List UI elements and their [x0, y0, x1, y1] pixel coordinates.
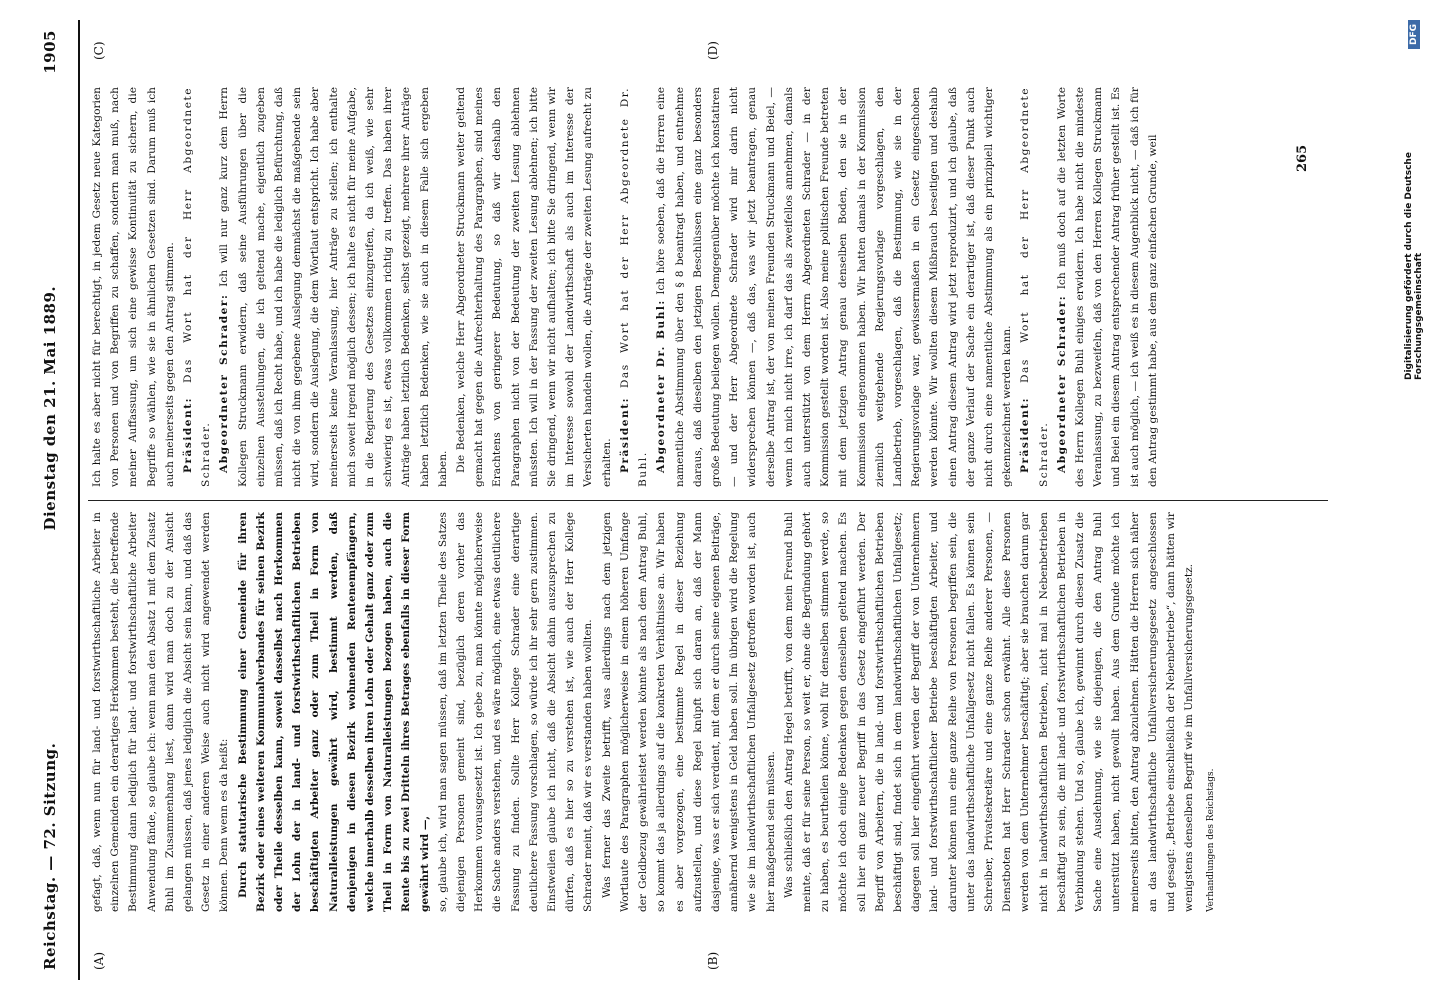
credit-text: Digitalisierung gefördert durch die Deutsche Forschungsgemeinschaft	[1404, 152, 1424, 380]
speaker-label: Präsident:	[1019, 396, 1032, 473]
left-paragraph-3: so, glaube ich, wird man sagen müssen, daß im letzten Theile des Satzes diejenigen Personen gemeint sind, bezüglich deren vorher das Herkommen vorausgesetzt ist. Ich gebe zu, man könnte möglicherweise die Sache anders verstehen, und es wäre möglich, eine etwas deutlichere Fassung zu finden. Sollte Herr Kollege Schrader eine derartige deutlichere Fassung vorschlagen, so würde ich ihr sehr gern zustimmen. Einstweilen glaube ich nicht, daß die Absicht dahin auszusprechen zu dürfen, daß es hier so zu verstehen ist, wie auch der Herr Kollege Schrader meint, daß wir es verstanden haben wollten.	[436, 512, 595, 912]
page-header	[32, 30, 68, 970]
left-paragraph-1: gefagt, daß, wenn nun für land- und forstwirthschaftliche Arbeiter in einzelnen Gemeinden ein derartiges Herkommen besteht, die betreffende Bestimmung dann lediglich für land- und forstwirthschaftliche Arbeiter Anwendung fände, so glaube ich: wenn man den Absatz 1 mit dem Zusatz Buhl im Zusammenhang liest, dann wird man doch zu der Ansicht gelangen müssen, daß jenes lediglich die Absicht sein kann, und daß das Gesetz in einer anderen Weise auch nicht wird angewendet werden können. Denn wenn es da heißt:	[91, 512, 231, 912]
margin-mark-a: (A)	[92, 951, 106, 970]
margin-mark-b: (B)	[706, 951, 720, 970]
left-paragraph-5: Was schließlich den Antrag Hegel betrifft, von dem mein Freund Buhl meinte, daß er für seine Person, so weit er, ohne die Begründung gehört zu haben, es beurtheilen könne, wohl für denselben stimmen werde, so möchte ich doch einige Bedenken gegen denselben geltend machen. Es soll hier ein ganz neuer Begriff in das Gesetz eingeführt werden. Der Begriff von Arbeitern, die in land- und forstwirthschaftlichen Betrieben beschäftigt sind, findet sich in dem landwirthschaftlichen Unfallgesetz; dagegen soll hier eingeführt werden der Begriff der von Unternehmern land- und forstwirthschaftlicher Betriebe beschäftigten Arbeiter, und darunter können nun eine ganze Reihe von Personen begriffen sein, die unter das landwirthschaftliche Unfallgesetz nicht fallen. Es können sein Schreiber, Privatsekretäre und eine ganze Reihe anderer Personen, — Dienstboten hat Herr Schrader schon erwähnt. Alle diese Personen werden von dem Unternehmer beschäftigt; aber sie brauchen darum gar nicht in landwirthschaftlichen Betrieben, nicht mal in Nebenbetrieben beschäftigt zu sein, die mit land- und forstwirthschaftlichen Betrieben in Verbindung stehen. Und so, glaube ich, gewinnt durch diesen Zusatz die Sache eine Ausdehnung, wie sie diejenigen, die den Antrag Buhl unterstützt haben, nicht gewollt haben. Aus dem Grunde möchte ich meinerseits bitten, den Antrag abzulehnen. Hätten die Herren sich näher an das landwirthschaftliche Unfallversicherungsgesetz angeschlossen und gesagt: „Betriebe einschließlich der Nebenbetriebe“, dann hätten wir wenigstens denselben Begriff wie im Unfallversicherungsgesetz.	[782, 512, 1196, 912]
schrader-remark-1	[215, 87, 452, 487]
speech-text: Ich muß doch auf die letzten Worte des Herrn Kollegen Buhl einiges erwidern. Ich habe nicht die mindeste Veranlassung, zu bezweifeln, daß von den Herren Kollegen Struckmann und Beiel ein diesem Antrag entsprechender Antrag früher gestellt ist. Es ist auch möglich, — ich weiß es in diesem Augenblick nicht, — daß ich für den Antrag gestimmt habe, aus dem ganz einfachen Grunde, weil	[1055, 87, 1159, 487]
speech-text: Ich will nur ganz kurz dem Herrn Kollegen Struckmann erwidern, daß seine Ausführungen über die einzelnen Ausstellungen, die ich geltend mache, eigentlich zugeben müssen, daß ich Recht habe, und ich habe die lediglich Befürchtung, daß nicht die von ihm gegebene Auslegung demnächst die maßgebende sein wird, sondern die Auslegung, die dem Wortlaut entspricht. Ich habe aber meinerseits keine Veranlassung, hier Anträge zu stellen; ich enthalte mich soweit irgend möglich dessen; ich halte es nicht für meine Aufgabe, in die Regierung des Gesetzes einzugreifen, da ich weiß, wie sehr schwierig es ist, etwas vollkommen richtig zu treffen. Das haben ihrer Anträge haben letztlich Bedenken, selbst gezeigt, mehrere ihrer Anträge haben letztlich Bedenken, wie sie auch in diesem Falle sich ergeben haben.	[218, 87, 449, 487]
header-page: 1905	[41, 30, 59, 74]
left-paragraph-2: Durch statutarische Bestimmung einer Gemeinde für ihren Bezirk oder eines weiteren Kommunalverbandes für seinen Bezirk oder Theile desselben kann, soweit dasselbst nach Herkommen der Lohn der in land- und forstwirthschaftlichen Betrieben beschäftigten Arbeiter ganz oder zum Theil in Form von Naturalleistungen gewährt wird, bestimmt werden, daß denjenigen in diesen Bezirk wohnenden Rentenempfängern, welche innerhalb desselben ihren Lohn oder Gehalt ganz oder zum Theil in Form von Naturalleistungen bezogen haben, auch die Rente bis zu zwei Dritteln ihres Betrages ebenfalls in dieser Form gewährt wird —,	[236, 512, 431, 912]
buhl-remark	[652, 87, 1016, 487]
header-rule	[78, 20, 80, 980]
digitization-credit	[1404, 20, 1424, 380]
header-date: Dienstag den 21. Mai 1889.	[41, 285, 59, 531]
dfg-logo: DFG	[1408, 20, 1420, 49]
right-paragraph-1: Ich halte es aber nicht für berechtigt, in jedem Gesetz neue Kategorien von Personen und von Begriffen zu schaffen, sondern man muß, nach meiner Auffassung, um sich eine gewisse Kontinuität zu sichern, die Begriffe so wählen, wie sie in ähnlichen Gesetzen sind. Darum muß ich auch meinerseits gegen den Antrag stimmen.	[91, 87, 176, 487]
president-remark-2	[616, 87, 652, 487]
column-divider	[88, 500, 1328, 501]
speech-text: Ich höre soeben, daß die Herren eine namentliche Abstimmung über den § 8 beantragt haben, und entnehme daraus, daß dieselben den jetzigen Beschlüssen eine ganz besonders große Bedeutung beilegen wollen. Demgegenüber möchte ich konstatiren — und der Herr Abgeordnete Schrader wird mir darin nicht widersprechen können —, daß das, was wir jetzt beantragen, genau derselbe Antrag ist, der von meinen Freunden Struckmann und Beiel, — wenn ich mich nicht irre, ich darf das als zweifellos annehmen, damals auch unterstützt von dem Herrn Abgeordneten Schrader — in der Kommission gestellt worden ist. Also meine politischen Freunde betreten mit dem jetzigen Antrag genau denselben Boden, den sie in der Kommission eingenommen haben. Wir hatten damals in der Kommission ziemlich weitgehende Regierungsvorlage vorgeschlagen, den Landbetrieb, vorgeschlagen, daß die Bestimmung, wie sie in der Regierungsvorlage war, gewissermaßen in ein Gesetz eingeschoben werden könnte. Wir wollten diesem Mißbrauch beseitigen und deshalb einen Antrag diesem Antrag wird jetzt reproduzirt, und ich glaube, daß der ganze Verlauf der Sache ein derartiger ist, daß dieser Punkt auch nicht durch eine namentliche Abstimmung als ein prinzipiell wichtiger gekennzeichnet werden kann.	[655, 87, 1014, 487]
speech-text: Das Wort hat der Herr Abgeordnete Schrader.	[1019, 87, 1050, 487]
speech-text: Das Wort hat der Herr Abgeordnete Dr. Buhl.	[618, 87, 650, 487]
right-column	[88, 87, 1328, 487]
page-number: 265	[1295, 144, 1310, 172]
president-remark-3	[1016, 87, 1052, 487]
left-footnote: Verhandlungen des Reichstags.	[1206, 768, 1217, 912]
speaker-label: Abgeordneter Dr. Buhl:	[655, 299, 668, 473]
speaker-label: Abgeordneter Schrader:	[218, 293, 231, 473]
president-remark-1	[179, 87, 215, 487]
schrader-remark-2	[1053, 87, 1162, 487]
margin-mark-d: (D)	[706, 41, 720, 60]
speech-text: Das Wort hat der Herr Abgeordnete Schrader.	[182, 87, 213, 487]
speaker-label: Präsident:	[182, 396, 195, 473]
speaker-label: Abgeordneter Schrader:	[1055, 294, 1068, 473]
right-paragraph-3: Die Bedenken, welche Herr Abgeordneter Struckmann weiter geltend gemacht hat gegen die Aufrechterhaltung des Paragraphen, sind meines Erachtens von geringerer Bedeutung, so daß wir deshalb den Paragraphen nicht von der Bedeutung der zweiten Lesung ablehnen müssten. Ich will in der Fassung der zweiten Lesung ablehnen; ich bitte Sie dringend, wenn wir nicht aufhalten; ich bitte Sie dringend, wenn wir im Interesse sowohl der Landwirthschaft als auch im Interesse der Versicherten handeln wollen, die Anträge der zweiten Lesung aufrecht zu erhalten.	[455, 87, 613, 487]
margin-mark-c: (C)	[92, 41, 106, 60]
speaker-label: Präsident:	[618, 396, 631, 473]
left-paragraph-4: Was ferner das Zweite betrifft, was allerdings nach dem jetzigen Wortlaute des Paragraphen möglicherweise in einem höheren Umfange der Geldbezug gewährleistet werden könnte als nach dem Antrag Buhl, so kommt das ja allerdings auf die konkreten Verhältnisse an. Wir haben es aber vorgezogen, eine bestimmte Regel in dieser Beziehung aufzustellen, und diese Regel knüpft sich daran an, daß der Mann dasjenige, was er sich verdient, mit dem er durch seine eigenen Beiträge, annähernd wenigstens in Geld haben soll. Im übrigen wird die Regelung wie sie im landwirthschaftlichen Unfallgesetz getroffen worden ist, auch hier maßgebend sein müssen.	[600, 512, 777, 912]
left-column	[88, 512, 1328, 912]
header-left: Reichstag. — 72. Sitzung.	[41, 742, 59, 970]
